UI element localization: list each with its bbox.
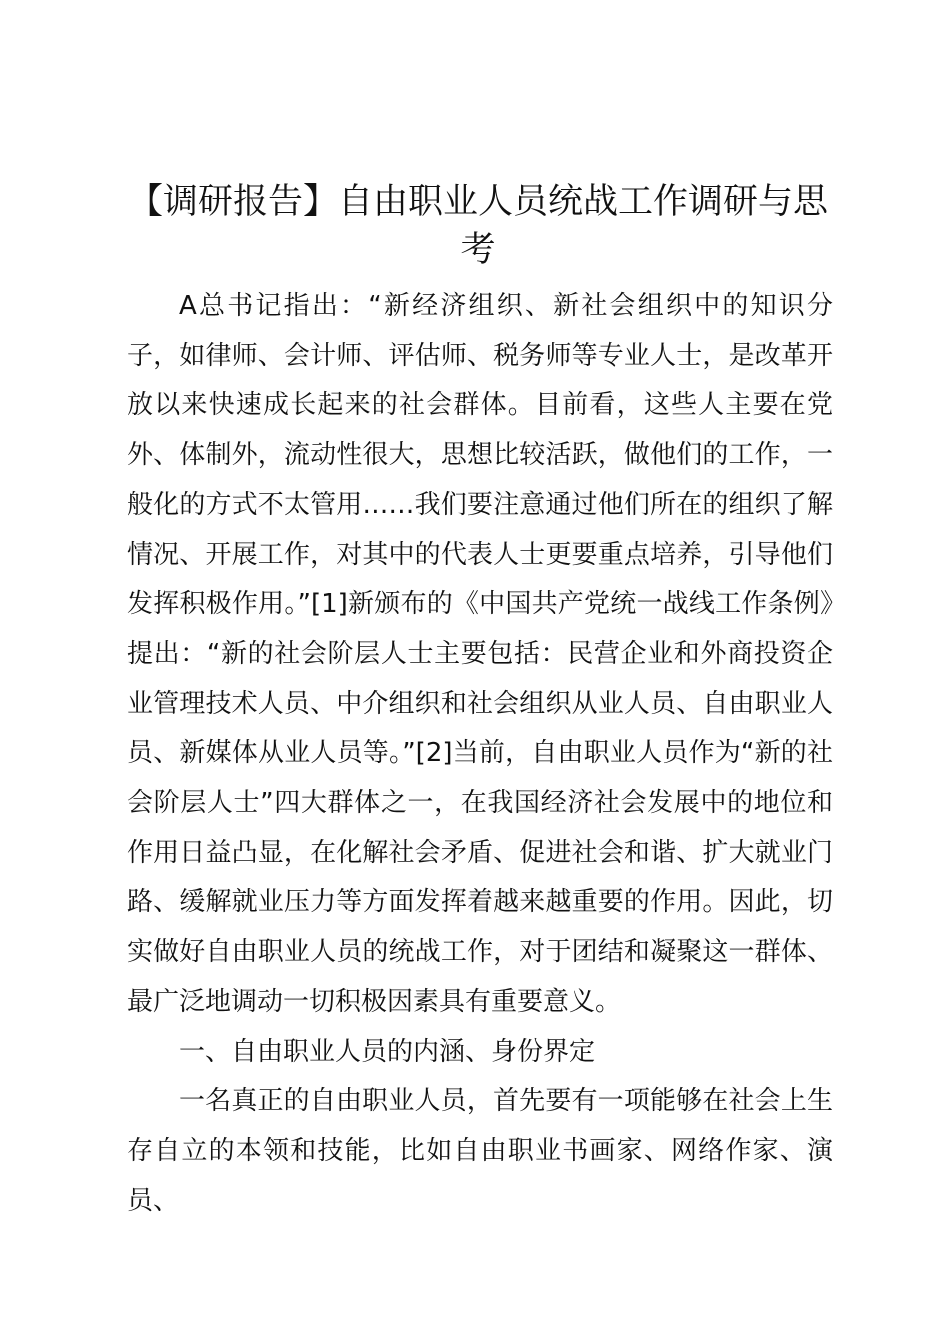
paragraph-intro: A总书记指出：“新经济组织、新社会组织中的知识分子，如律师、会计师、评估师、税务师等专业人士，是改革开放以来快速成长起来的社会群体。目前看，这些人主要在党外、体制外，流动性很大，思想比较活跃，做他们的工作，一般化的方式不太管用……我们要注意通过他们所在的组织了解情况、开展工作，对其中的代表人士更要重点培养，引导他们发挥积极作用。”[1]新颁布的《中国共产党统一战线工作条例》提出：“新的社会阶层人士主要包括：民营企业和外商投资企业管理技术人员、中介组织和社会组织从业人员、自由职业人员、新媒体从业人员等。”[2]当前，自由职业人员作为“新的社会阶层人士”四大群体之一，在我国经济社会发展中的地位和作用日益凸显，在化解社会矛盾、促进社会和谐、扩大就业门路、缓解就业压力等方面发挥着越来越重要的作用。因此，切实做好自由职业人员的统战工作，对于团结和凝聚这一群体、最广泛地调动一切积极因素具有重要意义。	[127, 291, 833, 1017]
paragraph-definition: 一名真正的自由职业人员，首先要有一项能够在社会上生存自立的本领和技能，比如自由职业书画家、网络作家、演员、	[127, 1086, 833, 1216]
document-title: 【调研报告】自由职业人员统战工作调研与思考	[127, 182, 828, 270]
document-body	[127, 282, 833, 1226]
section-heading: 一、自由职业人员的内涵、身份界定	[179, 1036, 596, 1067]
